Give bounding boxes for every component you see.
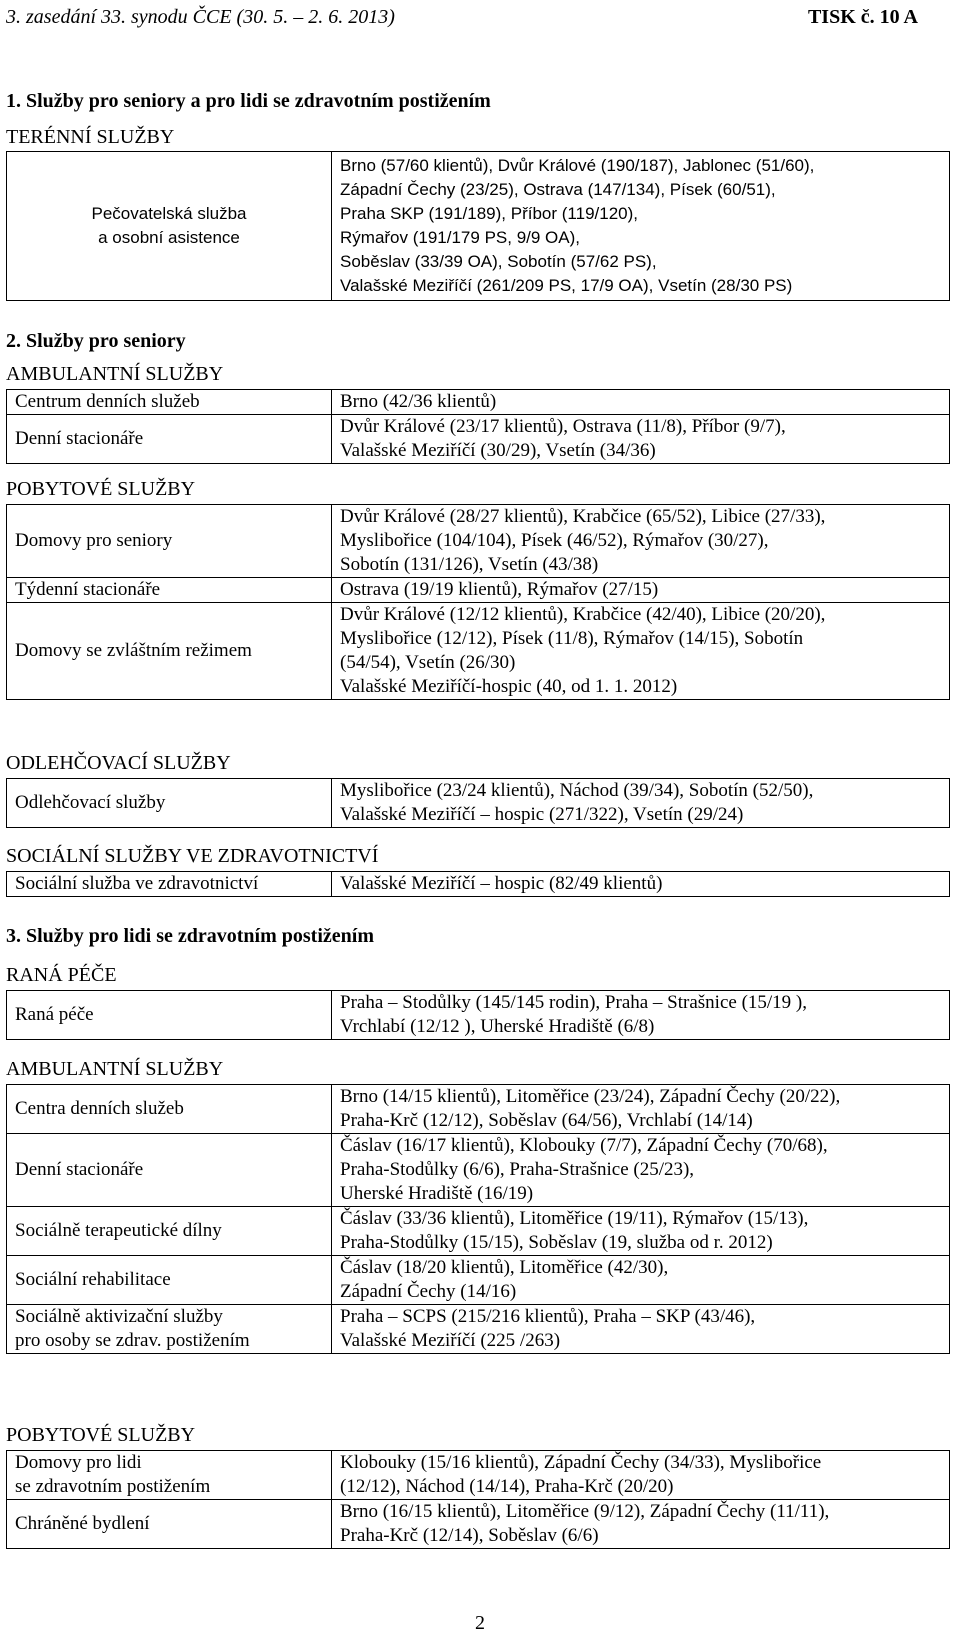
- table-row: [7, 1085, 950, 1134]
- table-row: [7, 415, 950, 464]
- table-cell-label: Sociální služba ve zdravotnictví: [7, 872, 332, 897]
- table-row: [7, 991, 950, 1040]
- table-row: [7, 779, 950, 828]
- section2-title: 2. Služby pro seniory: [6, 330, 186, 352]
- table-cell-providers: Čáslav (33/36 klientů), Litoměřice (19/11), Rýmařov (15/13), Praha-Stodůlky (15/15), Soběslav (19, služba od r. 2012): [332, 1207, 950, 1256]
- table-cell-providers: Ostrava (19/19 klientů), Rýmařov (27/15): [332, 578, 950, 603]
- table-cell-label: Sociálně terapeutické dílny: [7, 1207, 332, 1256]
- table-cell-label: Raná péče: [7, 991, 332, 1040]
- table-pobytove-postizeni: [6, 1450, 950, 1549]
- table-ambulantni-postizeni: [6, 1084, 950, 1354]
- section2-pobytove-heading: POBYTOVÉ SLUŽBY: [6, 478, 196, 500]
- section3-ambulantni-heading: AMBULANTNÍ SLUŽBY: [6, 1058, 224, 1080]
- table-cell-label: Sociálně aktivizační služby pro osoby se zdrav. postižením: [7, 1305, 332, 1354]
- table-cell-providers: Dvůr Králové (28/27 klientů), Krabčice (65/52), Libice (27/33), Myslibořice (104/104), Písek (46/52), Rýmařov (30/27), Sobotín (131/126), Vsetín (43/38): [332, 505, 950, 578]
- table-row: [7, 1305, 950, 1354]
- table-cell-providers: Brno (16/15 klientů), Litoměřice (9/12), Západní Čechy (11/11), Praha-Krč (12/14), Soběslav (6/6): [332, 1500, 950, 1549]
- section2-zdravotnictvi-heading: SOCIÁLNÍ SLUŽBY VE ZDRAVOTNICTVÍ: [6, 845, 379, 867]
- table-cell-providers: Dvůr Králové (12/12 klientů), Krabčice (42/40), Libice (20/20), Myslibořice (12/12), Písek (11/8), Rýmařov (14/15), Sobotín (54/54), Vsetín (26/30) Valašské Meziříčí-hospic (40, od 1. 1. 2012): [332, 603, 950, 700]
- table-cell-label: Pečovatelská služba a osobní asistence: [7, 152, 332, 301]
- table-cell-label: Domovy pro seniory: [7, 505, 332, 578]
- section2-odlehcovaci-heading: ODLEHČOVACÍ SLUŽBY: [6, 752, 231, 774]
- section3-pobytove-heading: POBYTOVÉ SLUŽBY: [6, 1424, 196, 1446]
- table-row: [7, 505, 950, 578]
- table-cell-label: Denní stacionáře: [7, 415, 332, 464]
- table-cell-label: Centra denních služeb: [7, 1085, 332, 1134]
- table-row: [7, 578, 950, 603]
- table-cell-providers: Brno (57/60 klientů), Dvůr Králové (190/187), Jablonec (51/60), Západní Čechy (23/25), Ostrava (147/134), Písek (60/51), Praha SKP (191/189), Příbor (119/120), Rýmařov (191/179 PS, 9/9 OA), Soběslav (33/39 OA), Sobotín (57/62 PS), Valašské Meziříčí (261/209 PS, 17/9 OA), Vsetín (28/30 PS): [332, 152, 950, 301]
- page-number: 2: [475, 1612, 485, 1634]
- header-synod-info: 3. zasedání 33. synodu ČCE (30. 5. – 2. 6. 2013): [6, 6, 395, 28]
- table-row: [7, 872, 950, 897]
- table-cell-label: Chráněné bydlení: [7, 1500, 332, 1549]
- section3-title: 3. Služby pro lidi se zdravotním postižením: [6, 925, 374, 947]
- table-odlehcovaci: [6, 778, 950, 828]
- table-cell-providers: Dvůr Králové (23/17 klientů), Ostrava (11/8), Příbor (9/7), Valašské Meziříčí (30/29), Vsetín (34/36): [332, 415, 950, 464]
- table-cell-label: Domovy pro lidi se zdravotním postižením: [7, 1451, 332, 1500]
- section2-ambulantni-heading: AMBULANTNÍ SLUŽBY: [6, 363, 224, 385]
- table-cell-providers: Praha – SCPS (215/216 klientů), Praha – SKP (43/46), Valašské Meziříčí (225 /263): [332, 1305, 950, 1354]
- table-cell-label: Odlehčovací služby: [7, 779, 332, 828]
- table-cell-providers: Myslibořice (23/24 klientů), Náchod (39/34), Sobotín (52/50), Valašské Meziříčí – hospic (271/322), Vsetín (29/24): [332, 779, 950, 828]
- table-row: [7, 1500, 950, 1549]
- table-row: [7, 1207, 950, 1256]
- table-row: [7, 152, 950, 301]
- table-row: [7, 1256, 950, 1305]
- table-cell-label: Domovy se zvláštním režimem: [7, 603, 332, 700]
- table-cell-providers: Klobouky (15/16 klientů), Západní Čechy (34/33), Myslibořice (12/12), Náchod (14/14), Praha-Krč (20/20): [332, 1451, 950, 1500]
- table-row: [7, 390, 950, 415]
- table-zdravotnictvi: [6, 871, 950, 897]
- page-header: [6, 6, 918, 29]
- table-row: [7, 603, 950, 700]
- table-cell-providers: Praha – Stodůlky (145/145 rodin), Praha – Strašnice (15/19 ), Vrchlabí (12/12 ), Uherské Hradiště (6/8): [332, 991, 950, 1040]
- section1-title: 1. Služby pro seniory a pro lidi se zdravotním postižením: [6, 90, 491, 112]
- header-print-number: TISK č. 10 A: [807, 6, 918, 28]
- table-row: [7, 1134, 950, 1207]
- table-cell-label: Denní stacionáře: [7, 1134, 332, 1207]
- section3-rana-heading: RANÁ PÉČE: [6, 964, 117, 986]
- table-cell-providers: Čáslav (18/20 klientů), Litoměřice (42/30), Západní Čechy (14/16): [332, 1256, 950, 1305]
- section1-terenni-heading: TERÉNNÍ SLUŽBY: [6, 126, 175, 148]
- table-ambulantni-seniory: [6, 389, 950, 464]
- table-cell-providers: Brno (14/15 klientů), Litoměřice (23/24), Západní Čechy (20/22), Praha-Krč (12/12), Soběslav (64/56), Vrchlabí (14/14): [332, 1085, 950, 1134]
- table-cell-label: Sociální rehabilitace: [7, 1256, 332, 1305]
- table-cell-label: Týdenní stacionáře: [7, 578, 332, 603]
- table-row: [7, 1451, 950, 1500]
- table-pobytove-seniory: [6, 504, 950, 700]
- table-rana-pece: [6, 990, 950, 1040]
- table-cell-label: Centrum denních služeb: [7, 390, 332, 415]
- table-cell-providers: Čáslav (16/17 klientů), Klobouky (7/7), Západní Čechy (70/68), Praha-Stodůlky (6/6), Praha-Strašnice (25/23), Uherské Hradiště (16/19): [332, 1134, 950, 1207]
- table-cell-providers: Brno (42/36 klientů): [332, 390, 950, 415]
- table-cell-providers: Valašské Meziříčí – hospic (82/49 klientů): [332, 872, 950, 897]
- table-terenni-sluzby: [6, 151, 950, 301]
